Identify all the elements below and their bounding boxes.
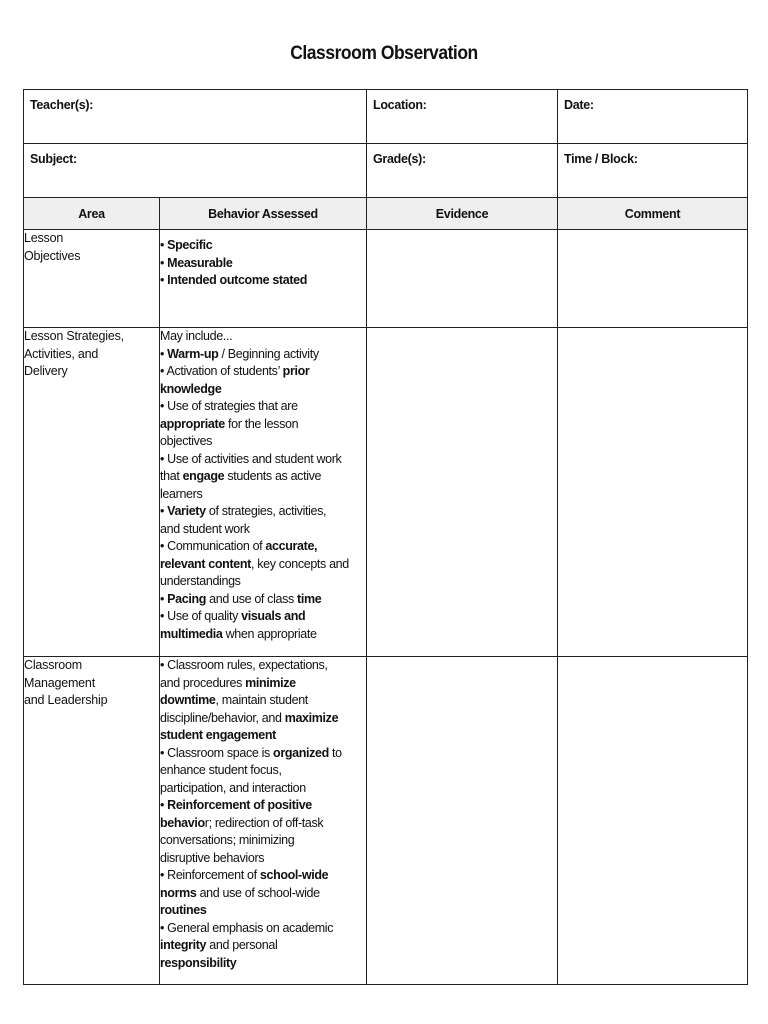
time-block-label: Time / Block: (564, 152, 638, 166)
behavior-text: that (160, 469, 183, 483)
behavior-text: • (160, 591, 168, 606)
behavior-text-bold: time (297, 591, 322, 606)
behavior-text: • Use of activities and student work (160, 451, 342, 466)
behavior-text: for the lesson (224, 416, 299, 431)
behavior-cell (160, 328, 367, 657)
behavior-line (160, 710, 366, 728)
grade-label: Grade(s): (373, 152, 426, 166)
behavior-text: • Communication of (160, 539, 266, 553)
behavior-text-bold: engage (182, 469, 225, 483)
behavior-line (160, 255, 366, 273)
behavior-text: enhance student focus, (160, 763, 282, 777)
behavior-text: conversations; minimizing (160, 833, 295, 847)
behavior-text-bold: knowledge (160, 381, 222, 396)
evidence-cell[interactable] (367, 230, 558, 328)
behavior-line (160, 363, 366, 381)
behavior-text-bold: appropriate (160, 416, 225, 431)
behavior-text: • (160, 798, 168, 812)
info-row-2 (24, 144, 748, 198)
column-header-behavior: Behavior Assessed (160, 198, 367, 230)
behavior-text: • (160, 255, 168, 270)
behavior-text-bold: maximize (284, 710, 339, 725)
behavior-text: and use of school-wide (196, 885, 320, 900)
behavior-text: , key concepts and (250, 556, 349, 571)
behavior-text-bold: minimize (245, 675, 296, 690)
behavior-line (160, 815, 366, 833)
behavior-line (160, 955, 366, 973)
behavior-text-bold: organized (273, 745, 329, 760)
behavior-text: learners (160, 486, 203, 501)
column-header-evidence: Evidence (367, 198, 558, 230)
area-label-line: Objectives (24, 248, 81, 263)
behavior-text-bold: Warm-up (167, 346, 219, 361)
behavior-line (160, 538, 366, 556)
behavior-line (160, 850, 366, 868)
comment-cell[interactable] (558, 657, 748, 985)
behavior-text-bold: Variety (167, 504, 206, 518)
behavior-text: • General emphasis on academic (160, 920, 334, 935)
behavior-text-bold: student engagement (160, 728, 276, 742)
behavior-text-bold: multimedia (160, 626, 223, 641)
behavior-line (160, 346, 366, 364)
behavior-text: • Use of strategies that are (160, 399, 298, 413)
behavior-line (160, 902, 366, 920)
behavior-text-bold: Intended outcome stated (167, 273, 308, 287)
behavior-text: when appropriate (222, 626, 317, 641)
behavior-line (160, 468, 366, 486)
behavior-text-bold: visuals and (241, 609, 306, 623)
behavior-text: , maintain student (215, 693, 308, 707)
behavior-line (160, 237, 366, 255)
behavior-line (160, 937, 366, 955)
behavior-text-bold: Measurable (167, 255, 233, 270)
behavior-line (160, 832, 366, 850)
behavior-text: students as active (224, 469, 322, 483)
subject-field[interactable] (24, 144, 367, 198)
behavior-line (160, 416, 366, 434)
subject-label: Subject: (30, 152, 77, 166)
behavior-text: and procedures (160, 675, 246, 690)
behavior-line (160, 503, 366, 521)
behavior-text: objectives (160, 434, 213, 448)
behavior-text-bold: behavio (160, 815, 205, 830)
area-label-line: Management (24, 675, 95, 690)
behavior-cell (160, 230, 367, 328)
area-label-line: Activities, and (24, 346, 99, 361)
grade-field[interactable] (367, 144, 558, 198)
behavior-line (160, 521, 366, 539)
behavior-text-bold: school-wide (259, 868, 329, 882)
info-row-1 (24, 90, 748, 144)
behavior-line (160, 486, 366, 504)
behavior-line (160, 780, 366, 798)
behavior-text: • Classroom rules, expectations, (160, 658, 328, 672)
behavior-text: and use of class (206, 591, 298, 606)
page-title: Classroom Observation (290, 43, 478, 64)
behavior-text-bold: Specific (167, 238, 213, 252)
behavior-text: • (160, 273, 168, 287)
behavior-line (160, 591, 366, 609)
behavior-cell (160, 657, 367, 985)
behavior-line (160, 608, 366, 626)
behavior-text: and personal (206, 938, 278, 952)
column-header-row (24, 198, 748, 230)
area-label-line: Lesson Strategies, (24, 329, 124, 343)
behavior-text: discipline/behavior, and (160, 710, 285, 725)
table-row (24, 230, 748, 328)
area-cell (24, 328, 160, 657)
location-label: Location: (373, 98, 427, 112)
time-block-field[interactable] (558, 144, 748, 198)
comment-cell[interactable] (558, 230, 748, 328)
area-label-line: Lesson (24, 231, 64, 245)
behavior-line (160, 727, 366, 745)
behavior-line (160, 433, 366, 451)
behavior-text: • Reinforcement of (160, 868, 260, 882)
behavior-text: May include... (160, 329, 233, 343)
observation-table (23, 89, 748, 985)
behavior-text: • (160, 346, 168, 361)
behavior-text-bold: Reinforcement of positive (167, 798, 312, 812)
behavior-text: understandings (160, 574, 241, 588)
behavior-line (160, 451, 366, 469)
table-row (24, 657, 748, 985)
behavior-text-bold: integrity (160, 938, 207, 952)
behavior-text: r; redirection of off-task (204, 815, 324, 830)
behavior-text: • Use of quality (160, 609, 242, 623)
behavior-line (160, 272, 366, 290)
location-field[interactable] (367, 90, 558, 144)
behavior-text: • (160, 238, 168, 252)
behavior-line (160, 920, 366, 938)
behavior-text: disruptive behaviors (160, 850, 265, 865)
behavior-line (160, 797, 366, 815)
comment-cell[interactable] (558, 328, 748, 657)
behavior-text-bold: responsibility (160, 955, 237, 970)
area-label-line: and Leadership (24, 693, 108, 707)
behavior-line (160, 885, 366, 903)
area-cell (24, 657, 160, 985)
behavior-text-bold: norms (160, 885, 197, 900)
behavior-text-bold: routines (160, 903, 207, 917)
behavior-line (160, 573, 366, 591)
behavior-text: of strategies, activities, (205, 504, 327, 518)
behavior-text: to (328, 745, 342, 760)
behavior-line (160, 398, 366, 416)
behavior-line (160, 556, 366, 574)
column-header-area: Area (24, 198, 160, 230)
behavior-text-bold: accurate, (265, 539, 318, 553)
area-cell (24, 230, 160, 328)
behavior-line (160, 867, 366, 885)
date-label: Date: (564, 98, 594, 112)
behavior-text: participation, and interaction (160, 780, 306, 795)
table-row (24, 328, 748, 657)
area-label-line: Classroom (24, 658, 82, 672)
behavior-line (160, 762, 366, 780)
behavior-text: • Activation of students’ (160, 364, 283, 378)
behavior-line (160, 657, 366, 675)
behavior-text: / Beginning activity (218, 346, 319, 361)
evidence-cell[interactable] (367, 328, 558, 657)
behavior-text-bold: prior (282, 364, 310, 378)
behavior-text: and student work (160, 521, 250, 536)
behavior-text-bold: Pacing (167, 591, 207, 606)
behavior-line (160, 692, 366, 710)
behavior-line (160, 745, 366, 763)
behavior-line (160, 675, 366, 693)
evidence-cell[interactable] (367, 657, 558, 985)
area-label-line: Delivery (24, 364, 68, 378)
behavior-text-bold: downtime (160, 693, 216, 707)
behavior-text: • (160, 504, 168, 518)
behavior-line (160, 328, 366, 346)
behavior-text-bold: relevant content (160, 556, 251, 571)
teacher-field[interactable] (24, 90, 367, 144)
teacher-label: Teacher(s): (30, 98, 94, 112)
date-field[interactable] (558, 90, 748, 144)
behavior-line (160, 381, 366, 399)
column-header-comment: Comment (558, 198, 748, 230)
behavior-line (160, 626, 366, 644)
behavior-text: • Classroom space is (160, 745, 274, 760)
